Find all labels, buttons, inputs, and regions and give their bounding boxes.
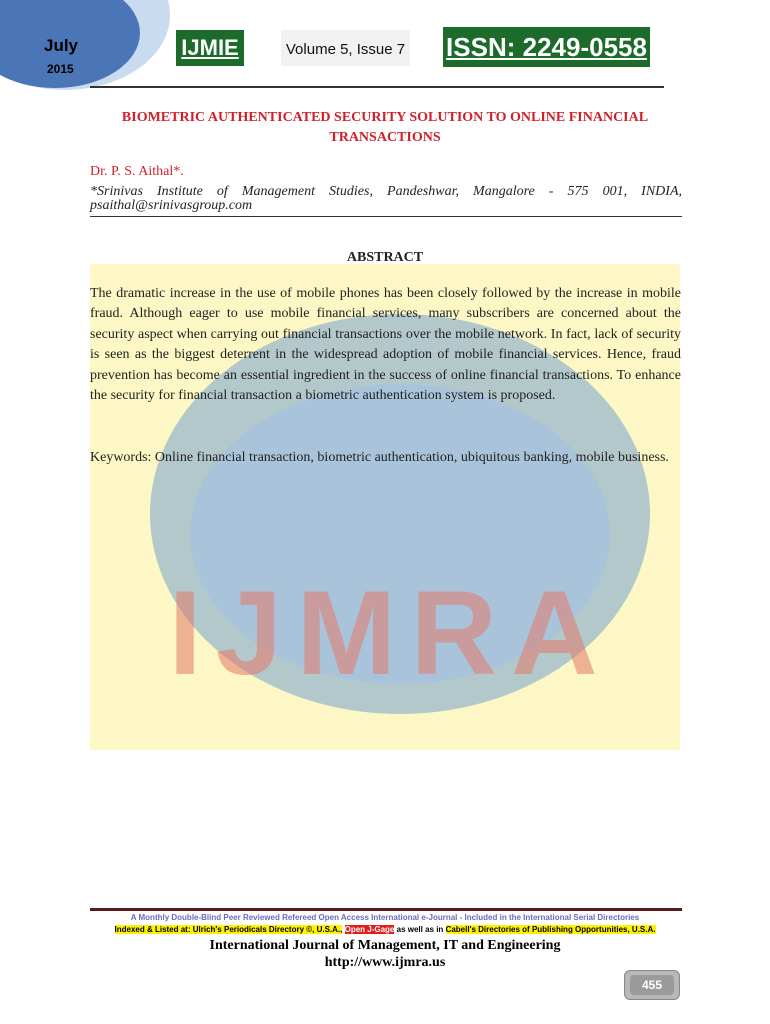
issue-month: July <box>44 36 79 55</box>
watermark-text: IJMRA <box>168 566 612 700</box>
page-number-box <box>624 970 680 1000</box>
footer-description: A Monthly Double-Blind Peer Reviewed Refereed Open Access International e-Journal - Included in the International Serial Directories <box>130 913 640 922</box>
header-rule <box>90 86 664 88</box>
volume-issue: Volume 5, Issue 7 <box>281 30 410 66</box>
abstract-heading: ABSTRACT <box>346 250 424 265</box>
indexing-jgage-link[interactable]: Open J-Gage <box>344 925 395 934</box>
author-name: Dr. P. S. Aithal*. <box>90 164 184 179</box>
journal-abbrev-badge: IJMIE <box>176 30 244 66</box>
footer-url[interactable]: http://www.ijmra.us <box>324 955 446 970</box>
indexing-ulrich: Indexed & Listed at: Ulrich's Periodicals Directory ©, U.S.A., <box>114 925 343 934</box>
indexing-cabells: Cabell's Directories of Publishing Opportunities, U.S.A. <box>445 925 656 934</box>
indexing-connector: as well as in <box>396 925 444 934</box>
issn-badge: ISSN: 2249-0558 <box>443 27 650 67</box>
author-email[interactable]: psaithal@srinivasgroup.com <box>90 198 253 213</box>
affiliation-rule <box>90 216 682 217</box>
abstract-body: The dramatic increase in the use of mobile phones has been closely followed by the increase in mobile fraud. Although eager to use mobile financial services, many subscribers are concerned about the security aspect when carrying out financial transactions over the mobile network. In fact, lack of security is seen as the biggest deterrent in the widespread adoption of mobile financial services. Hence, fraud prevention has become an essential ingredient in the success of online financial transactions. To enhance the security for financial transaction a biometric authentication system is proposed. <box>90 286 681 404</box>
article-title: BIOMETRIC AUTHENTICATED SECURITY SOLUTION TO ONLINE FINANCIAL TRANSACTIONS <box>121 110 649 145</box>
page-number: 455 <box>630 975 674 995</box>
footer-indexing <box>90 925 680 934</box>
keywords: Keywords: Online financial transaction, biometric authentication, ubiquitous banking, mobile business. <box>90 450 669 465</box>
issue-year: 2015 <box>47 62 74 76</box>
footer-rule <box>90 908 682 911</box>
footer-journal-name: International Journal of Management, IT and Engineering <box>209 938 561 953</box>
author-affiliation: *Srinivas Institute of Management Studies, Pandeshwar, Mangalore - 575 001, INDIA, <box>90 184 682 199</box>
